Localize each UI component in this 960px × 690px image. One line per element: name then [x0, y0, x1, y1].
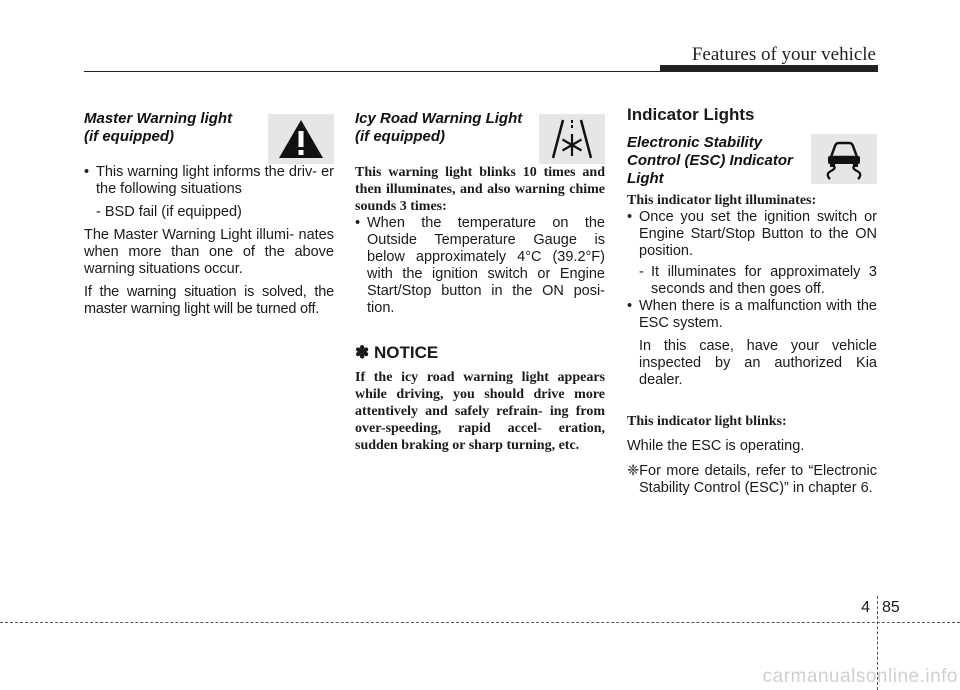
esc-indicator-icon [811, 134, 877, 184]
notice-body: If the icy road warning light appears while driving, you should drive more attentively and safely refrain- ing from over-speeding, rapid accel- eration, sudden braking or sharp turning, etc. [355, 370, 605, 453]
esc-title-line3: Light [627, 170, 664, 187]
master-warning-sub: - BSD fail (if equipped) [96, 204, 242, 220]
esc-bullet1: • Once you set the ignition switch or Engine Start/Stop Button to the ON position. [627, 209, 877, 260]
master-warning-icon [268, 114, 334, 164]
notice-heading: ✽ NOTICE [355, 343, 439, 362]
esc-indicator-title [627, 134, 797, 188]
header-title: Features of your vehicle [691, 44, 876, 65]
esc-title-line2: Control (ESC) Indicator [627, 152, 793, 169]
chapter-number: 4 [861, 599, 870, 616]
esc-sub2: In this case, have your vehicle inspected by an authorized Kia dealer. [639, 338, 877, 388]
esc-para1: While the ESC is operating. [627, 438, 805, 454]
master-warning-title-line2: (if equipped) [84, 128, 174, 145]
esc-lead2: This indicator light blinks: [627, 414, 787, 429]
esc-sub1-dash: - [639, 264, 644, 280]
master-warning-title-line1: Master Warning light [84, 110, 233, 127]
indicator-lights-heading: Indicator Lights [627, 105, 755, 124]
master-warning-title [84, 110, 254, 146]
master-warning-bullet: • This warning light informs the driv- er the following situations [84, 164, 334, 198]
page-number: 85 [882, 599, 900, 616]
master-warning-para2: If the warning situation is solved, the master warning light will be turned off. [84, 284, 334, 317]
icy-road-section [355, 110, 605, 454]
header-rule-accent [660, 65, 878, 72]
esc-reference: ❈For more details, refer to “Electronic Stability Control (ESC)” in chapter 6. [627, 463, 877, 496]
watermark: carmanualsonline.info [762, 666, 958, 687]
esc-lead1: This indicator light illuminates: [627, 193, 817, 208]
icy-road-title-line1: Icy Road Warning Light [355, 110, 523, 127]
master-warning-para1: The Master Warning Light illumi- nates when more than one of the above warning situations occur. [84, 227, 334, 277]
esc-sub1-text: It illuminates for approximately 3 seconds and then goes off. [651, 264, 877, 297]
footer-rule [0, 622, 960, 623]
icy-road-title [355, 110, 525, 146]
icy-road-title-line2: (if equipped) [355, 128, 445, 145]
icy-road-bullet: • When the temperature on the Outside Temperature Gauge is below approximately 4°C (39.2°F) with the ignition switch or Engine Start/Stop button in the ON posi- tion. [355, 215, 605, 317]
icy-road-icon [539, 114, 605, 164]
esc-title-line1: Electronic Stability [627, 134, 763, 151]
icy-road-lead: This warning light blinks 10 times and then illuminates, and also warning chime sounds 3 times: [355, 165, 605, 214]
indicator-lights-section [627, 105, 877, 497]
esc-sub1 [627, 264, 877, 298]
esc-bullet2: • When there is a malfunction with the ESC system. [627, 298, 877, 332]
master-warning-section [84, 110, 334, 318]
